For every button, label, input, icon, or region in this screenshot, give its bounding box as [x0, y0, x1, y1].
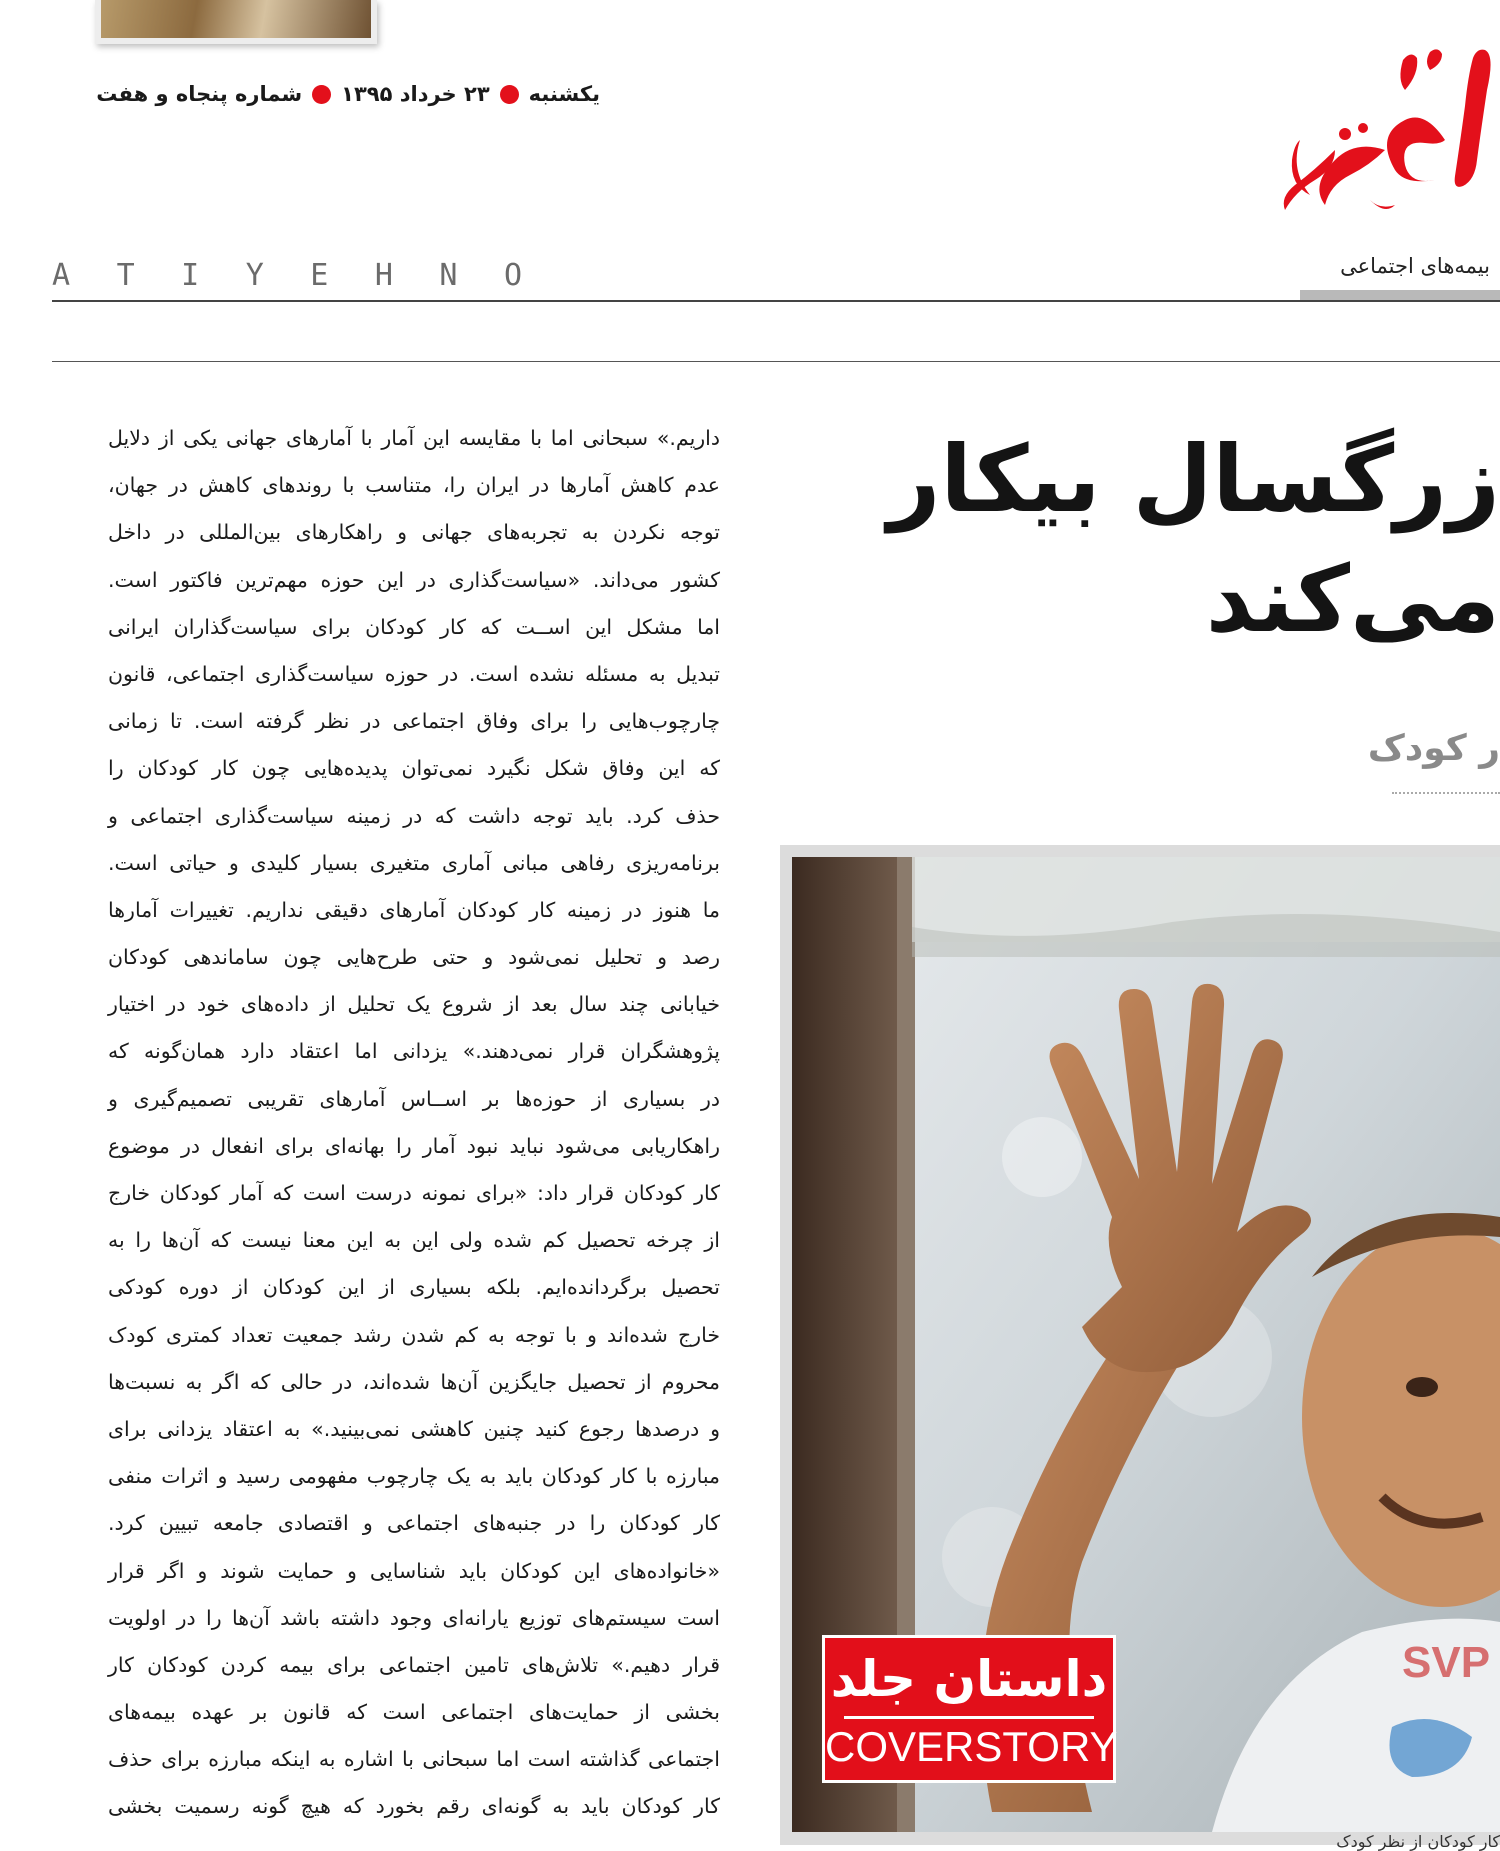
latin-letter: A: [52, 258, 71, 293]
dateline: [96, 82, 600, 106]
latin-letter: Y: [245, 258, 264, 293]
article-body-line: حذف کرد. باید توجه داشت که در زمینه سیاست‌گذاری اجتماعی و: [108, 803, 720, 828]
top-thumbnail-image: [95, 0, 377, 44]
coverstory-divider: [844, 1716, 1094, 1719]
article-body-line: کار کودکان را در جنبه‌های اجتماعی و اقتصادی جامعه تبیین کرد.: [108, 1511, 720, 1536]
headline-line: زرگسال بیکار: [887, 426, 1500, 533]
latin-letter: O: [503, 258, 522, 293]
section-label: بیمه‌های اجتماعی: [1340, 254, 1490, 278]
article-body-line: عدم کاهش آمارها در ایران را، متناسب با روندهای کاهش در جهان،: [108, 473, 720, 498]
article-body-line: «خانواده‌های این کودکان باید شناسایی و حمایت شوند و اگر قرار: [108, 1558, 720, 1583]
article-body-line: در بسیاری از حوزه‌ها بر اســاس آمارهای تقریبی تصمیم‌گیری و: [108, 1086, 720, 1111]
latin-letter: I: [181, 258, 200, 293]
header-rule-secondary: [52, 361, 1500, 362]
article-body-line: است سیستم‌های توزیع یارانه‌ای وجود داشته باشد آن‌ها را در اولویت: [108, 1605, 720, 1630]
article-body-line: تبدیل به مسئله نشده است. در حوزه سیاست‌گذاری اجتماعی، قانون: [108, 661, 720, 686]
article-body-line: کشور می‌داند. «سیاست‌گذاری در این حوزه مهم‌ترین فاکتور است.: [108, 567, 720, 592]
latin-letter: E: [310, 258, 329, 293]
article-body-line: از چرخه تحصیل کم شده ولی این به این معنا نیست که آن‌ها را به: [108, 1228, 720, 1253]
article-body-line: کار کودکان قرار داد: «برای نمونه درست است که آمار کودکان خارج: [108, 1181, 720, 1205]
article-body-line: رصد و تحلیل نمی‌شود و حتی طرح‌هایی چون ساماندهی کودکان: [108, 945, 720, 970]
dateline-day: یکشنبه: [528, 82, 600, 106]
svg-text:SVP: SVP: [1402, 1638, 1491, 1687]
article-body-line: خارج شده‌اند و با توجه به کم شدن رشد جمعیت تعداد کمتری کودک: [108, 1322, 720, 1347]
coverstory-english: COVERSTORY: [825, 1723, 1118, 1770]
article-body-line: پژوهشگران قرار نمی‌دهند.» یزدانی اما اعتقاد دارد همان‌گونه که: [108, 1039, 720, 1064]
section-accent-bar: [1300, 290, 1500, 300]
article-body-line: اما مشکل این اســت که کار کودکان برای سیاست‌گذاران ایرانی: [108, 614, 720, 639]
article-body-line: توجه نکردن به تجربه‌های جهانی و راهکارهای بین‌المللی در داخل: [108, 520, 720, 545]
article-body-line: ما هنوز در زمینه کار کودکان آمارهای دقیقی نداریم. تغییرات آمارها: [108, 897, 720, 922]
article-body-line: تحصیل برگردانده‌ایم. بلکه بسیاری از این کودکان از دوره کودکی: [108, 1275, 720, 1300]
coverstory-persian: داستان جلد: [830, 1650, 1108, 1708]
latin-letter: T: [116, 258, 135, 293]
photo-caption: کار کودکان از نظر کودک: [1336, 1832, 1500, 1851]
red-dot-icon: [500, 85, 519, 104]
dotted-rule: [1392, 792, 1500, 794]
coverstory-badge: [822, 1635, 1116, 1783]
article-body-line: که این وفاق شکل نگیرد نمی‌توان پدیده‌هایی چون کار کودکان را: [108, 756, 720, 781]
article-body-line: خیابانی چند سال بعد از شروع یک تحلیل از داده‌های خود در اختیار: [108, 992, 720, 1017]
headline: [887, 420, 1500, 660]
article-body-line: چارچوب‌هایی را برای وفاق اجتماعی در نظر گرفته است. تا زمانی: [108, 709, 720, 734]
article-body-line: کار کودکان باید به گونه‌ای رقم بخورد که هیچ گونه رسمیت بخشی: [108, 1794, 720, 1819]
newspaper-logo: [1275, 30, 1500, 225]
article-body-line: و درصدها رجوع کنید چنین کاهشی نمی‌بینید.» به اعتقاد یزدانی برای: [108, 1416, 720, 1441]
subheadline: ر کودک: [1367, 728, 1500, 769]
article-body-line: قرار دهیم.» تلاش‌های تامین اجتماعی برای بیمه کردن کودکان کار: [108, 1652, 720, 1677]
latin-letter-row: [52, 258, 522, 293]
article-body-line: اجتماعی گذاشته است اما سبحانی با اشاره به اینکه مبارزه برای حذف: [108, 1747, 720, 1772]
dateline-issue: شماره پنجاه و هفت: [96, 82, 303, 106]
article-body: [108, 415, 720, 1831]
article-body-line: داریم.» سبحانی اما با مقایسه این آمار با آمارهای جهانی یکی از دلایل: [108, 426, 720, 450]
article-body-line: بخشی از حمایت‌های اجتماعی است که قانون بر عهده بیمه‌های: [108, 1700, 720, 1725]
article-body-line: راهکاریابی می‌شود نباید نبود آمار را بهانه‌ای برای انفعال در موضوع: [108, 1133, 720, 1158]
headline-line: می‌کند: [1205, 546, 1500, 653]
header-rule: [52, 300, 1500, 302]
article-body-line: مبارزه با کار کودکان باید به یک چارچوب مفهومی رسید و اثرات منفی: [108, 1464, 720, 1489]
latin-letter: N: [439, 258, 458, 293]
dateline-date: ۲۳ خرداد ۱۳۹۵: [341, 82, 490, 106]
article-body-line: محروم از تحصیل جایگزین آن‌ها شده‌اند، در حالی که اگر به نسبت‌ها: [108, 1369, 720, 1394]
red-dot-icon: [312, 85, 331, 104]
article-body-line: برنامه‌ریزی رفاهی مبانی آماری متغیری بسیار کلیدی و حیاتی است.: [108, 850, 720, 875]
latin-letter: H: [374, 258, 393, 293]
